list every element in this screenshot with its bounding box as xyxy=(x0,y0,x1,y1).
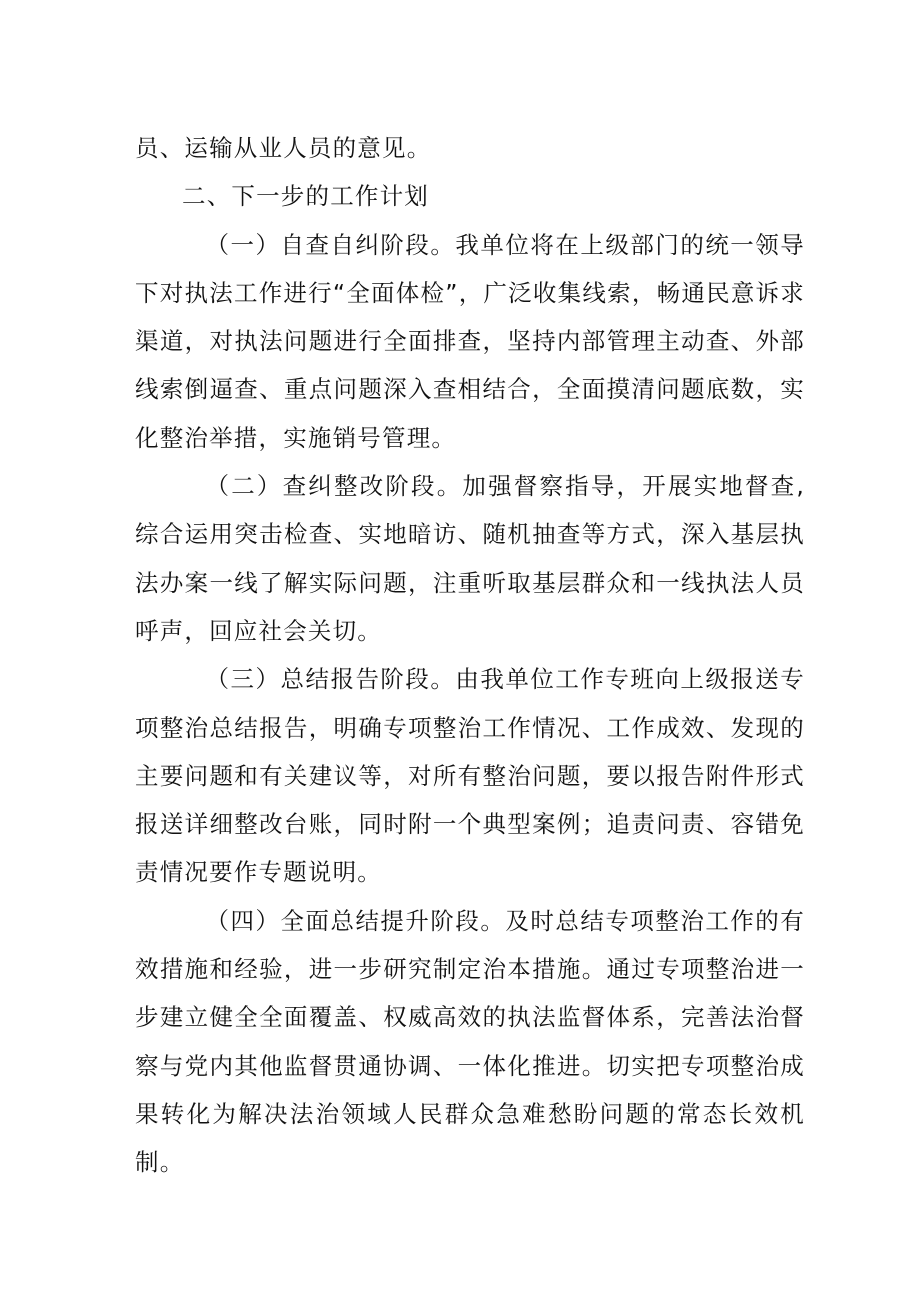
paragraph-rectification: （二）查纠整改阶段。加强督察指导，开展实地督查,综合运用突击检查、实地暗访、随机抽查等方式，深入基层执法办案一线了解实际问题，注重听取基层群众和一线执法人员呼声，回应社会关切。 xyxy=(135,472,805,645)
document-body xyxy=(135,124,805,1187)
section-heading-next-steps: 二、下一步的工作计划 xyxy=(182,182,429,211)
paragraph-continuation: 员、运输从业人员的意见。 xyxy=(135,134,432,162)
paragraph-self-inspection: （一）自查自纠阶段。我单位将在上级部门的统一领导下对执法工作进行“全面体检”，广泛收集线索，畅通民意诉求渠道，对执法问题进行全面排查，坚持内部管理主动查、外部线索倒逼查、重点问题深入查相结合，全面摸清问题底数，实化整治举措，实施销号管理。 xyxy=(135,230,805,452)
paragraph-summary-report: （三）总结报告阶段。由我单位工作专班向上级报送专项整治总结报告，明确专项整治工作情况、工作成效、发现的主要问题和有关建议等，对所有整治问题，要以报告附件形式报送详细整改台账，同时附一个典型案例；追责问责、容错免责情况要作专题说明。 xyxy=(135,665,805,887)
paragraph-overall-summary: （四）全面总结提升阶段。及时总结专项整治工作的有效措施和经验，进一步研究制定治本措施。通过专项整治进一步建立健全全面覆盖、权威高效的执法监督体系，完善法治督察与党内其他监督贯通协调、一体化推进。切实把专项整治成果转化为解决法治领域人民群众急难愁盼问题的常态长效机制。 xyxy=(135,906,805,1177)
